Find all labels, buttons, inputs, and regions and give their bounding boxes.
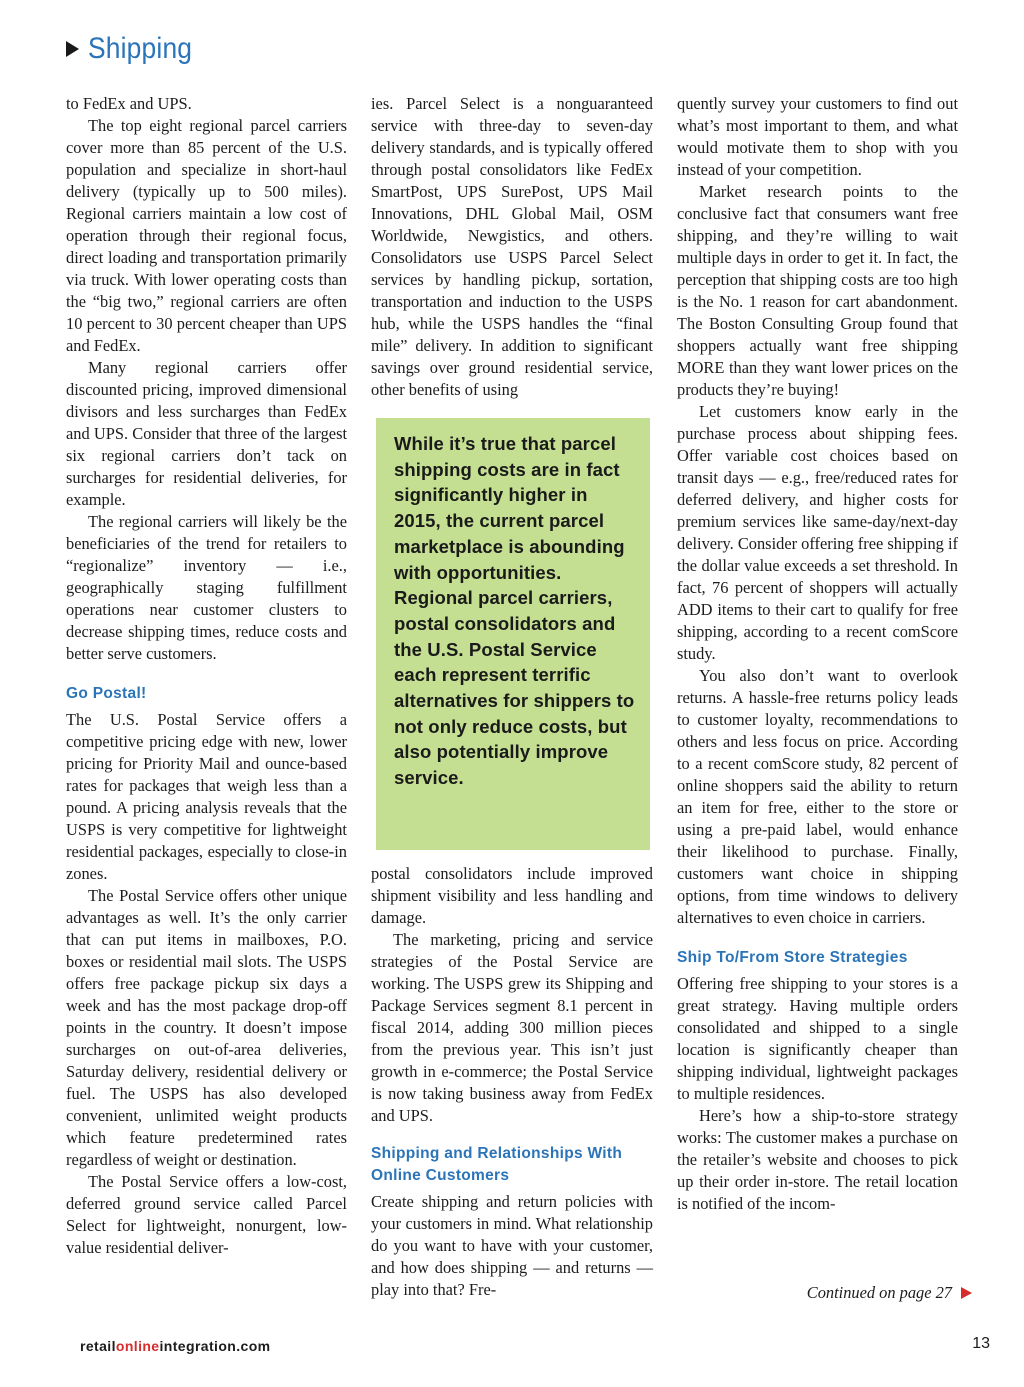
section-marker-icon xyxy=(66,41,79,57)
paragraph: ies. Parcel Select is a nonguaranteed service with three-day to seven-day delivery standards, and is typically offered through postal consolidators like FedEx SmartPost, UPS SurePost, UPS Mail Innovations, DHL Global Mail, OSM Worldwide, Newgistics, and others. Consolidators use USPS Parcel Select services by handling pickup, sortation, transportation and induction to the USPS hub, while the USPS handles the “final mile” delivery. In addition to significant savings over ground residential service, other benefits of using xyxy=(371,94,653,399)
column-1 xyxy=(66,93,347,1259)
continued-text: Continued on page 27 xyxy=(806,1283,952,1302)
section-title: Shipping xyxy=(88,32,193,65)
continue-arrow-icon xyxy=(961,1287,972,1299)
page-number: 13 xyxy=(972,1335,990,1352)
paragraph: The regional carriers will likely be the beneficiaries of the trend for retailers to “regionalize” inventory — i.e., geographically staging fulfillment operations near customer clusters to decrease shipping times, reduce costs and better serve customers. xyxy=(66,512,347,663)
footer-site-part: retail xyxy=(80,1338,116,1354)
subheading-go-postal: Go Postal! xyxy=(66,685,147,702)
paragraph: The Postal Service offers a low-cost, deferred ground service called Parcel Select for lightweight, nonurgent, low-value residential deliver- xyxy=(66,1172,347,1257)
paragraph: Market research points to the conclusive fact that consumers want free shipping, and they’re willing to wait multiple days in order to get it. In fact, the perception that shipping costs are too high is the No. 1 reason for cart abandonment. The Boston Consulting Group found that shoppers actually want free shipping MORE than they want lower prices on the products they’re buying! xyxy=(677,182,958,399)
continued-link[interactable] xyxy=(807,1283,972,1303)
pull-quote xyxy=(376,418,650,850)
footer-site-part: integration.com xyxy=(159,1338,271,1354)
section-header xyxy=(66,32,206,66)
paragraph: postal consolidators include improved shipment visibility and less handling and damage. xyxy=(371,864,653,927)
subheading-shipping-relationships: Shipping and Relationships With Online Customers xyxy=(371,1145,623,1184)
paragraph: quently survey your customers to find out what’s most important to them, and what would motivate them to shop with you instead of your competition. xyxy=(677,94,958,179)
paragraph: Create shipping and return policies with your customers in mind. What relationship do you want to have with your customer, and how does shipping — and returns — play into that? Fre- xyxy=(371,1192,653,1299)
paragraph: Offering free shipping to your stores is a great strategy. Having multiple orders consolidated and shipped to a single location is significantly cheaper than shipping individual, lightweight packages to multiple residences. xyxy=(677,974,958,1103)
footer-site-part: online xyxy=(115,1338,160,1354)
subheading-ship-to-store: Ship To/From Store Strategies xyxy=(677,949,908,966)
paragraph: Let customers know early in the purchase process about shipping fees. Offer variable cost choices based on transit days — e.g., free/reduced rates for deferred delivery, and higher costs for premium services like same-day/next-day delivery. Consider offering free shipping if the dollar value exceeds a set threshold. In fact, 76 percent of shoppers will actually ADD items to their cart to qualify for free shipping, according to a recent comScore study. xyxy=(677,402,958,663)
paragraph: The top eight regional parcel carriers cover more than 85 percent of the U.S. population and specialize in short-haul delivery (typically up to 500 miles). Regional carriers maintain a low cost of operation through their regional focus, direct loading and transportation primarily via truck. With lower operating costs than the “big two,” regional carriers are often 10 percent to 30 percent cheaper than UPS and FedEx. xyxy=(66,116,347,355)
footer-website xyxy=(80,1338,271,1354)
column-2-bottom xyxy=(371,863,653,1301)
paragraph: The U.S. Postal Service offers a competitive pricing edge with new, lower pricing for Priority Mail and ounce-based rates for packages that weigh less than a pound. A pricing analysis reveals that the USPS is very competitive for lightweight residential packages, especially to close-in zones. xyxy=(66,710,347,883)
column-2-top xyxy=(371,93,653,401)
paragraph: Many regional carriers offer discounted pricing, improved dimensional divisors and less surcharges than FedEx and UPS. Consider that three of the largest six regional carriers don’t tack on surcharges for residential deliveries, for example. xyxy=(66,358,347,509)
paragraph: Here’s how a ship-to-store strategy works: The customer makes a purchase on the retailer’s website and chooses to pick up their order in-store. The retail location is notified of the incom- xyxy=(677,1106,958,1213)
paragraph: The Postal Service offers other unique advantages as well. It’s the only carrier that can put items in mailboxes, P.O. boxes or residential mail slots. The USPS offers free package pickup six days a week and has the most package drop-off points in the country. It doesn’t impose surcharges on out-of-area deliveries, Saturday delivery, residential delivery or fuel. The USPS has also developed convenient, unlimited weight products which feature predetermined rates regardless of weight or destination. xyxy=(66,886,347,1169)
paragraph: You also don’t want to overlook returns. A hassle-free returns policy leads to customer loyalty, recommendations to others and less focus on price. According to a recent comScore study, 82 percent of online shoppers said the ability to return an item for free, either to the store or using a pre-paid label, would enhance their likelihood to purchase. Finally, customers want choice in shipping options, from time windows to delivery alternatives to even choice in carriers. xyxy=(677,666,958,927)
column-3 xyxy=(677,93,958,1215)
pull-quote-text: While it’s true that parcel shipping costs are in fact significantly higher in 2015, the current parcel marketplace is abounding with opportunities. Regional parcel carriers, postal consolidators and the U.S. Postal Service each represent terrific alternatives for shippers to not only reduce costs, but also potentially improve service. xyxy=(394,433,635,789)
paragraph: to FedEx and UPS. xyxy=(66,94,192,113)
paragraph: The marketing, pricing and service strategies of the Postal Service are working. The USPS grew its Shipping and Package Services segment 8.1 percent in fiscal 2014, adding 300 million pieces from the previous year. This isn’t just growth in e-commerce; the Postal Service is now taking business away from FedEx and UPS. xyxy=(371,930,653,1125)
